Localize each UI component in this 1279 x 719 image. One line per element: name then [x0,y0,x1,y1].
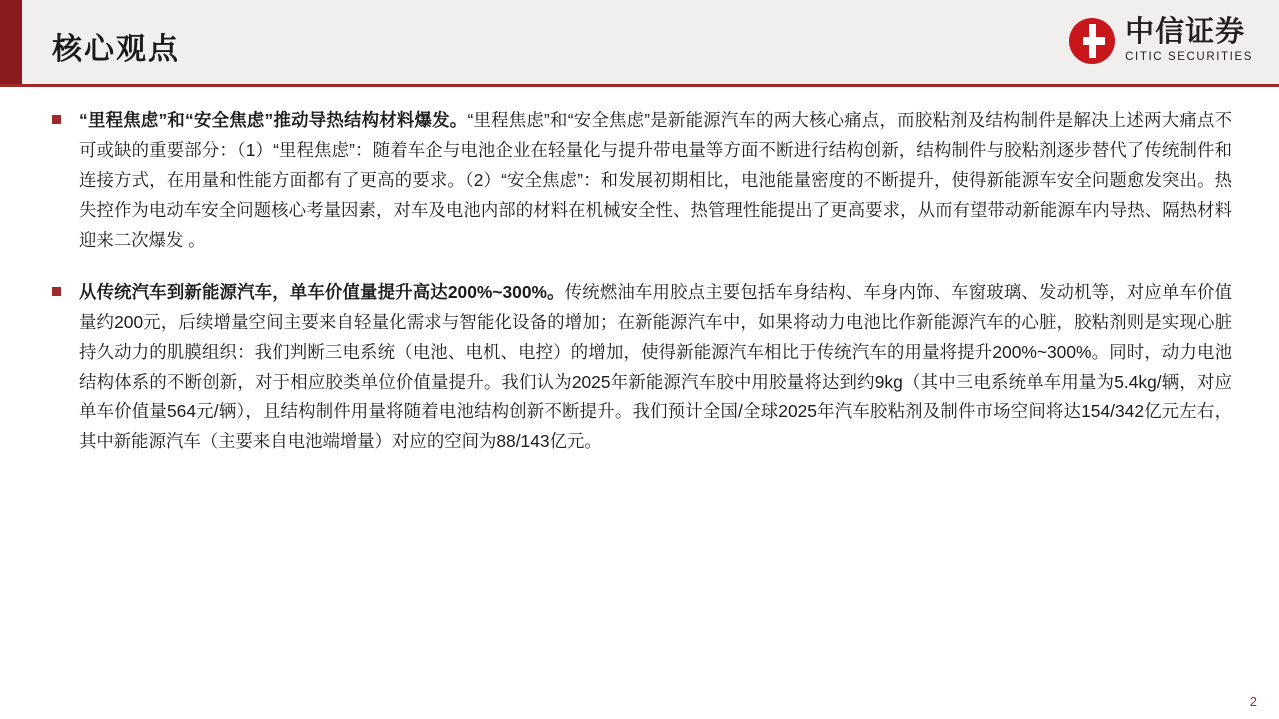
bullet-body-text: “里程焦虑”和“安全焦虑”是新能源汽车的两大核心痛点，而胶粘剂及结构制件是解决上述两大痛点不可或缺的重要部分：（1）“里程焦虑”：随着车企与电池企业在轻量化与提升带电量等方面不断进行结构创新，结构制件与胶粘剂逐步替代了传统制件和连接方式，在用量和性能方面都有了更高的要求。（2）“安全焦虑”：和发展初期相比，电池能量密度的不断提升，使得新能源车安全问题愈发突出。热失控作为电动车安全问题核心考量因素，对车及电池内部的材料在机械安全性、热管理性能提出了更高要求，从而有望带动新能源车内导热、隔热材料迎来二次爆发 。 [79,110,1232,250]
bullet-body-text: 传统燃油车用胶点主要包括车身结构、车身内饰、车窗玻璃、发动机等，对应单车价值量约200元，后续增量空间主要来自轻量化需求与智能化设备的增加；在新能源汽车中，如果将动力电池比作新能源汽车的心脏，胶粘剂则是实现心脏持久动力的肌膜组织：我们判断三电系统（电池、电机、电控）的增加，使得新能源汽车相比于传统汽车的用量将提升200%~300%。同时，动力电池结构体系的不断创新，对于相应胶类单位价值量提升。我们认为2025年新能源汽车胶中用胶量将达到约9kg（其中三电系统单车用量为5.4kg/辆，对应单车价值量564元/辆），且结构制件用量将随着电池结构创新不断提升。我们预计全国/全球2025年汽车胶粘剂及制件市场空间将达154/342亿元左右，其中新能源汽车（主要来自电池端增量）对应的空间为88/143亿元。 [79,281,1232,452]
bullet-item [52,278,1232,458]
bullet-paragraph [79,278,1232,458]
citic-logo-mark-icon [1069,18,1115,64]
bullet-lead-text: 从传统汽车到新能源汽车，单车价值量提升高达200%~300%。 [79,281,565,302]
logo-text [1125,18,1253,64]
header-accent-bar [0,0,22,84]
slide-content [52,106,1232,479]
bullet-marker-icon [52,287,61,296]
bullet-marker-icon [52,115,61,124]
bullet-paragraph [79,106,1232,256]
bullet-lead-text: “里程焦虑”和“安全焦虑”推动导热结构材料爆发。 [79,110,468,130]
logo-chinese-name: 中信证券 [1125,16,1246,49]
page-title: 核心观点 [52,33,180,66]
bullet-item [52,106,1232,256]
slide-header [0,0,1279,84]
citic-securities-logo [1069,18,1253,64]
page-number: 2 [1249,694,1257,709]
logo-english-name: CITIC SECURITIES [1125,51,1253,64]
header-divider [0,84,1279,87]
